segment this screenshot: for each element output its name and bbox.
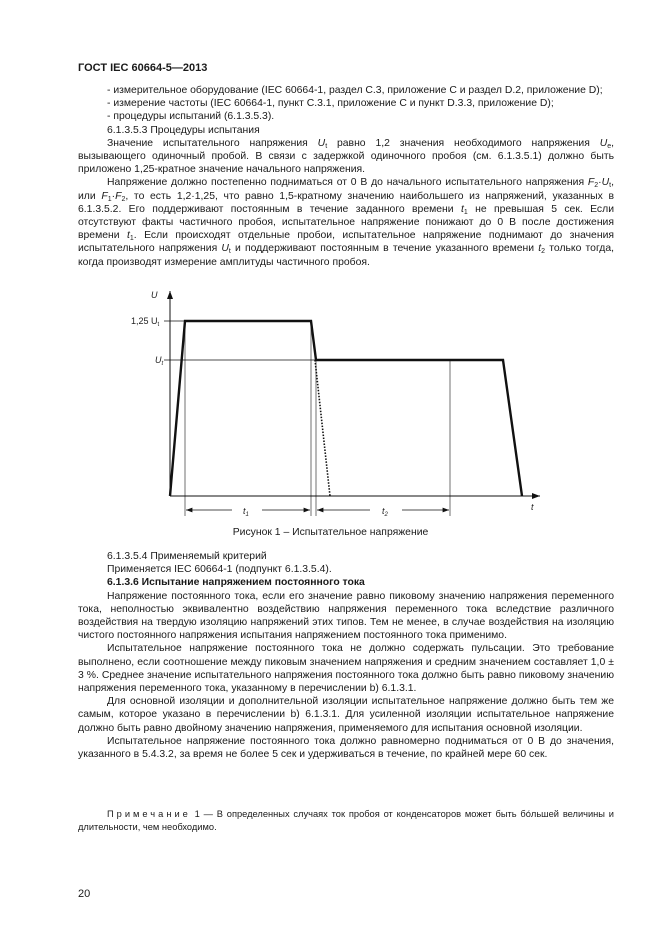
text-run: Испытательное напряжение постоянного тока должно равномерно подниматься от 0 В до значения, указанного в 5.4.3.2, за время не более 5 сек и удерживаться в течение, по крайней мере 60 сек. <box>78 735 614 761</box>
symbol: U <box>317 137 326 149</box>
paragraph <box>78 563 614 576</box>
symbol-subscript: 1 <box>463 208 468 216</box>
symbol-subscript: t <box>325 142 328 150</box>
symbol: U <box>601 177 610 189</box>
t1-label: $t_1$ <box>243 506 249 518</box>
section-heading: 6.1.3.6 Испытание напряжением постоянного тока <box>107 577 365 589</box>
level-high-label: 1,25 $U_t$ <box>131 316 160 328</box>
text-run: · <box>598 177 602 189</box>
text-run: равно 1,2 значения необходимого напряжения <box>327 137 600 149</box>
paragraph <box>78 550 614 563</box>
symbol: U <box>599 137 608 149</box>
text-run: - процедуры испытаний (6.1.3.5.3). <box>107 111 275 123</box>
y-axis-label: U <box>151 290 158 300</box>
text-run: . Если происходят отдельные пробои, испытательное напряжение поднимают до значения испытательного напряжения <box>78 230 614 255</box>
text-run: , то есть 1,2·1,25, что равно 1,5-кратному значению наибольшего из напряжений, указанных в 6.1.3.5.2. Его поддерживают постоянным в течение заданного времени <box>78 190 615 215</box>
text-run: , или <box>78 177 614 202</box>
paragraph <box>78 590 614 643</box>
page-number: 20 <box>78 888 91 900</box>
symbol: t <box>538 243 542 255</box>
text-run: Значение испытательного напряжения <box>107 137 318 149</box>
x-axis-label: t <box>531 502 534 512</box>
symbol-subscript: 1 <box>107 195 112 203</box>
voltage-drop-dotted <box>315 360 330 496</box>
symbol-subscript: 2 <box>541 248 546 256</box>
symbol-subscript: t <box>228 248 231 256</box>
text-run: - измерение частоты (IEC 60664-1, пункт C.3.1, приложение C и пункт D.3.3, приложение D); <box>107 98 554 110</box>
note-number: 1 — <box>190 809 217 819</box>
figure-caption: Рисунок 1 – Испытательное напряжение <box>232 527 429 538</box>
text-run: - измерительное оборудование (IEC 60664-1, раздел C.3, приложение C и раздел D.2, приложение D); <box>107 85 603 96</box>
symbol-subscript: e <box>607 142 612 150</box>
symbol-subscript: t <box>609 182 612 190</box>
text-run: · <box>111 190 116 202</box>
paragraph <box>78 576 614 589</box>
level-label: $U_t$ <box>155 355 164 367</box>
text-run: Для основной изоляции и дополнительной изоляции испытательное напряжение должно быть тем же самым, которое указано в перечислении b) 6.1.3.1. Для усиленной изоляции испытательное напряжение должно быть равно двойному значению напряжения, применяемого для испытания основной изоляции. <box>78 696 614 734</box>
symbol: U <box>221 243 229 255</box>
text-block-bottom <box>78 550 614 761</box>
text-run: Применяется IEC 60664-1 (подпункт 6.1.3.5.4). <box>107 564 332 576</box>
paragraph <box>78 695 614 735</box>
symbol: F <box>587 177 595 189</box>
symbol: t <box>460 203 464 215</box>
voltage-curve <box>170 321 522 496</box>
symbol: F <box>101 190 108 202</box>
note-label: Примечание <box>107 809 191 819</box>
symbol-subscript: 1 <box>129 235 134 243</box>
text-run: Напряжение постоянного тока, если его значение равно пиковому значению напряжения переменного тока, неполностью эквивалентно воздействию напряжения переменного тока вследствие различного воздействия на твердую изоляцию напряжений этих типов. Тем не менее, в случае воздействия на изоляцию чистого постоянного напряжения испытания напряжением постоянного тока применимо. <box>78 590 614 642</box>
text-run: только тогда, когда производят измерение амплитуды частичного пробоя. <box>78 243 614 268</box>
note-text: В определенных случаях ток пробоя от конденсаторов может быть бóльшей величины и длительности, чем необходимо. <box>78 809 615 832</box>
text-run: 6.1.3.5.4 Применяемый критерий <box>107 551 267 562</box>
text-run: не превышая 5 сек. Если отсутствуют факты частичного пробоя, испытательное напряжение понижают до 0 В после достижения времени <box>78 203 614 242</box>
symbol: F <box>115 190 122 202</box>
paragraph <box>78 642 614 695</box>
t2-label: $t_2$ <box>382 506 388 518</box>
text-run: , вызывающего одиночный пробой. В связи с задержкой одиночного пробоя (см. 6.1.3.5.1) должно быть приложено 1,25-кратное значение начального напряжения. <box>78 137 615 176</box>
note <box>78 808 614 834</box>
symbol-subscript: 2 <box>121 195 126 203</box>
paragraph <box>78 735 614 761</box>
text-run: и поддерживают постоянным в течение указанного времени <box>230 243 539 255</box>
symbol-subscript: 2 <box>594 182 599 190</box>
text-run: Напряжение должно постепенно подниматься от 0 В до начального испытательного напряжения <box>107 177 588 189</box>
document-header: ГОСТ IEC 60664-5—2013 <box>78 62 208 74</box>
text-run: Испытательное напряжение постоянного тока не должно содержать пульсации. Это требование выполнено, если соотношение между пиковым значением напряжения и средним значением составляет 1,0 ± 3 %. Среднее значение испытательного напряжения постоянного тока должно быть равно пиковому значению напряжения переменного тока, указанному в перечислении b) 6.1.3.1. <box>78 643 614 695</box>
symbol: t <box>126 230 130 242</box>
text-run: 6.1.3.5.3 Процедуры испытания <box>107 124 260 136</box>
